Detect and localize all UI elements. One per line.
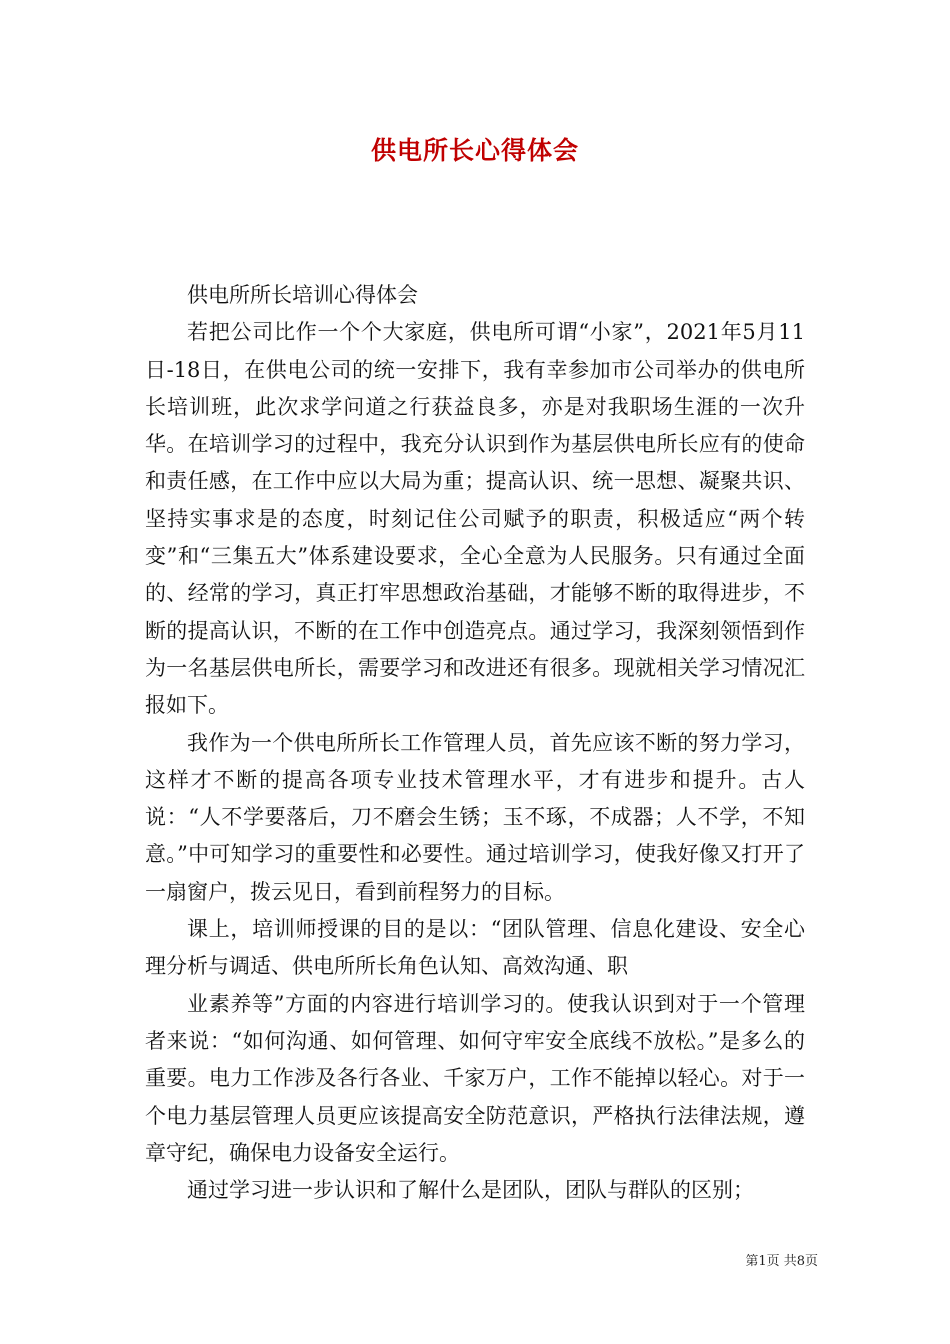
paragraph-team: 通过学习进一步认识和了解什么是团队，团队与群队的区别； — [187, 1178, 754, 1203]
document-title: 供电所长心得体会 — [370, 136, 579, 165]
paragraph-intro: 若把公司比作一个个大家庭，供电所可谓“小家”，2021年5月11日-18日，在供电公司的统一安排下，我有幸参加市公司举办的供电所长培训班，此次求学问道之行获益良多，亦是对我职场生涯的一次升华。在培训学习的过程中，我充分认识到作为基层供电所长应有的使命和责任感，在工作中应以大局为重；提高认识、统一思想、凝聚共识、坚持实事求是的态度，时刻记住公司赋予的职责，积极适应“两个转变”和“三集五大”体系建设要求，全心全意为人民服务。只有通过全面的、经常的学习，真正打牢思想政治基础，才能够不断的取得进步，不断的提高认识，不断的在工作中创造亮点。通过学习，我深刻领悟到作为一名基层供电所长，需要学习和改进还有很多。现就相关学习情况汇报如下。 — [145, 320, 805, 718]
page-number: 第1页 共8页 — [745, 1254, 818, 1269]
paragraph-professionalism: 业素养等”方面的内容进行培训学习的。使我认识到对于一个管理者来说：“如何沟通、如何管理、如何守牢安全底线不放松。”是多么的重要。电力工作涉及各行各业、千家万户，工作不能掉以轻心。对于一个电力基层管理人员更应该提高安全防范意识，严格执行法律法规，遵章守纪，确保电力设备安全运行。 — [145, 991, 805, 1165]
paragraph-learning: 我作为一个供电所所长工作管理人员，首先应该不断的努力学习，这样才不断的提高各项专业技术管理水平，才有进步和提升。古人说：“人不学要落后，刀不磨会生锈；玉不琢，不成器；人不学，不知意。”中可知学习的重要性和必要性。通过培训学习，使我好像又打开了一扇窗户，拨云见日，看到前程努力的目标。 — [145, 730, 805, 904]
paragraph-subtitle: 供电所所长培训心得体会 — [187, 283, 418, 307]
document-body — [145, 277, 805, 1209]
paragraph-course: 课上，培训师授课的目的是以：“团队管理、信息化建设、安全心理分析与调适、供电所所长角色认知、高效沟通、职 — [145, 917, 805, 979]
